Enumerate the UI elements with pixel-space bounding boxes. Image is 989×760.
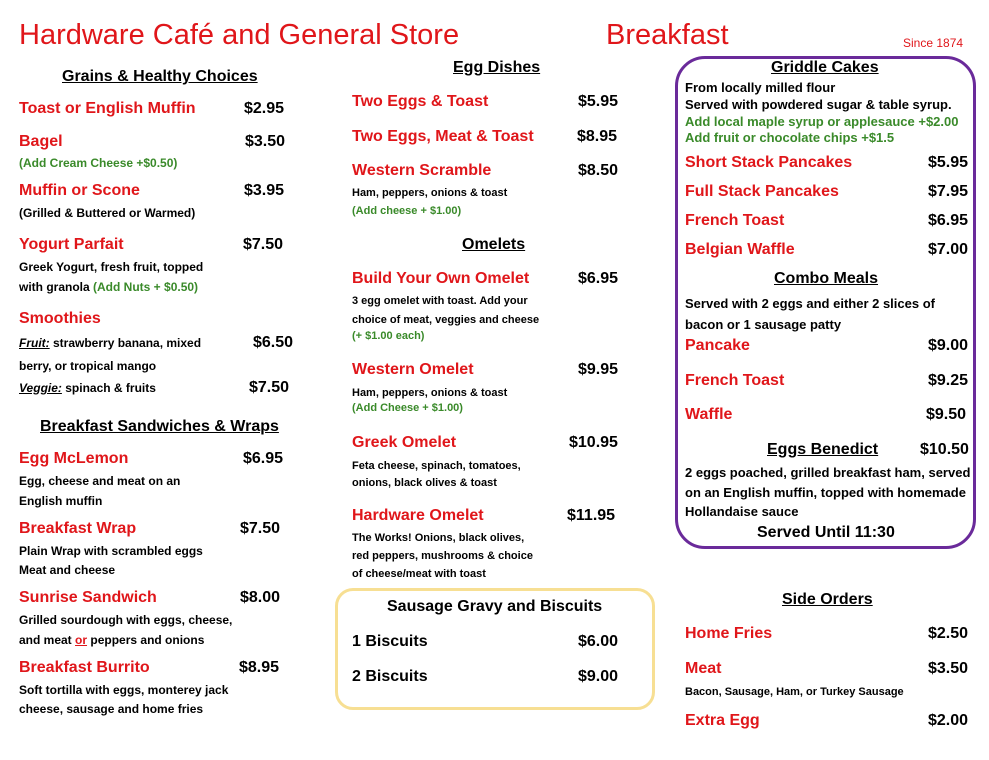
yogurt-desc-2	[19, 278, 198, 297]
veggie-desc-text: spinach & fruits	[65, 381, 156, 395]
byo-note: (+ $1.00 each)	[352, 330, 425, 342]
bagel-note: (Add Cream Cheese +$0.50)	[19, 156, 178, 170]
wrap-item: Breakfast Wrap	[19, 520, 137, 537]
combo-desc-1: Served with 2 eggs and either 2 slices of	[685, 296, 935, 311]
fruit-desc-text: strawberry banana, mixed	[53, 336, 202, 350]
muffin-item: Muffin or Scone	[19, 182, 140, 199]
benedict-heading: Eggs Benedict	[767, 441, 879, 458]
sides-heading: Side Orders	[782, 591, 873, 608]
grains-heading: Grains & Healthy Choices	[62, 68, 258, 85]
western-item: Western Omelet	[352, 361, 474, 378]
yogurt-desc-text: with granola	[19, 280, 90, 294]
short-stack-price: $5.95	[928, 154, 969, 171]
omelets-heading: Omelets	[462, 236, 526, 253]
sunrise-desc-a: and meat	[19, 633, 72, 647]
mclemon-desc-1: Egg, cheese and meat on an	[19, 474, 181, 488]
greek-price: $10.95	[569, 434, 618, 451]
home-fries-price: $2.50	[928, 625, 969, 642]
scramble-desc: Ham, peppers, onions & toast	[352, 187, 508, 199]
smoothies-item: Smoothies	[19, 310, 101, 327]
yogurt-desc-1: Greek Yogurt, fresh fruit, topped	[19, 260, 204, 274]
mclemon-item: Egg McLemon	[19, 450, 129, 467]
short-stack-item: Short Stack Pancakes	[685, 154, 853, 171]
combo-heading: Combo Meals	[774, 270, 879, 287]
fruit-price: $6.50	[253, 334, 294, 351]
western-note: (Add Cheese + $1.00)	[352, 402, 463, 414]
two-eggs-price: $5.95	[578, 93, 619, 110]
griddle-desc-2: Served with powdered sugar & table syrup.	[685, 97, 952, 112]
burrito-desc-1: Soft tortilla with eggs, monterey jack	[19, 683, 229, 697]
eggs-heading: Egg Dishes	[453, 59, 541, 76]
yogurt-price: $7.50	[243, 236, 284, 253]
wrap-price: $7.50	[240, 520, 281, 537]
french-toast-price: $6.95	[928, 212, 969, 229]
griddle-desc-1: From locally milled flour	[685, 80, 836, 95]
meat-price: $3.50	[928, 660, 969, 677]
bagel-price: $3.50	[245, 133, 286, 150]
combo-waffle-price: $9.50	[926, 406, 967, 423]
hardware-omelet-item: Hardware Omelet	[352, 507, 484, 524]
fruit-label: Fruit:	[19, 336, 50, 350]
greek-desc-1: Feta cheese, spinach, tomatoes,	[352, 460, 521, 472]
sunrise-item: Sunrise Sandwich	[19, 589, 157, 606]
benedict-desc-2: on an English muffin, topped with homemade	[685, 485, 966, 500]
hardware-omelet-price: $11.95	[567, 507, 616, 524]
hardware-desc-1: The Works! Onions, black olives,	[352, 532, 525, 544]
french-toast-item: French Toast	[685, 212, 785, 229]
wrap-desc-2: Meat and cheese	[19, 563, 116, 577]
scramble-item: Western Scramble	[352, 162, 492, 179]
combo-pancake-item: Pancake	[685, 337, 750, 354]
sunrise-desc-or: or	[75, 633, 88, 647]
benedict-price: $10.50	[920, 441, 969, 458]
veggie-price: $7.50	[249, 379, 290, 396]
belgian-waffle-price: $7.00	[928, 241, 969, 258]
served-until: Served Until 11:30	[757, 524, 895, 541]
two-eggs-meat-price: $8.95	[577, 128, 618, 145]
griddle-note-1: Add local maple syrup or applesauce +$2.00	[685, 114, 959, 129]
burrito-price: $8.95	[239, 659, 280, 676]
benedict-desc-3: Hollandaise sauce	[685, 504, 799, 519]
yogurt-note: (Add Nuts + $0.50)	[93, 280, 199, 294]
home-fries-item: Home Fries	[685, 625, 773, 642]
gravy-one-price: $6.00	[578, 633, 619, 650]
combo-waffle-item: Waffle	[685, 406, 733, 423]
scramble-note: (Add cheese + $1.00)	[352, 205, 462, 217]
greek-item: Greek Omelet	[352, 434, 457, 451]
mclemon-desc-2: English muffin	[19, 494, 103, 508]
extra-egg-item: Extra Egg	[685, 712, 760, 729]
hardware-desc-2: red peppers, mushrooms & choice	[352, 550, 533, 562]
sunrise-desc-2	[19, 631, 204, 650]
meat-item: Meat	[685, 660, 722, 677]
byo-desc-1: 3 egg omelet with toast. Add your	[352, 295, 528, 307]
meat-desc: Bacon, Sausage, Ham, or Turkey Sausage	[685, 686, 904, 698]
sunrise-price: $8.00	[240, 589, 281, 606]
western-desc: Ham, peppers, onions & toast	[352, 387, 508, 399]
full-stack-item: Full Stack Pancakes	[685, 183, 839, 200]
veggie-desc	[19, 379, 156, 398]
wrap-desc-1: Plain Wrap with scrambled eggs	[19, 544, 203, 558]
yogurt-item: Yogurt Parfait	[19, 236, 124, 253]
extra-egg-price: $2.00	[928, 712, 969, 729]
combo-french-price: $9.25	[928, 372, 969, 389]
two-eggs-meat-item: Two Eggs, Meat & Toast	[352, 128, 534, 145]
sandwiches-heading: Breakfast Sandwiches & Wraps	[40, 418, 279, 435]
griddle-note-2: Add fruit or chocolate chips +$1.5	[685, 130, 895, 145]
sunrise-desc-1: Grilled sourdough with eggs, cheese,	[19, 613, 233, 627]
store-name: Hardware Café and General Store	[19, 19, 460, 51]
gravy-one-item: 1 Biscuits	[352, 633, 428, 650]
byo-item: Build Your Own Omelet	[352, 270, 530, 287]
byo-price: $6.95	[578, 270, 619, 287]
two-eggs-item: Two Eggs & Toast	[352, 93, 489, 110]
benedict-desc-1: 2 eggs poached, grilled breakfast ham, served	[685, 465, 971, 480]
hardware-desc-3: of cheese/meat with toast	[352, 568, 486, 580]
burrito-item: Breakfast Burrito	[19, 659, 150, 676]
western-price: $9.95	[578, 361, 619, 378]
fruit-desc-1	[19, 334, 201, 353]
greek-desc-2: onions, black olives & toast	[352, 477, 497, 489]
combo-desc-2: bacon or 1 sausage patty	[685, 317, 842, 332]
combo-pancake-price: $9.00	[928, 337, 969, 354]
burrito-desc-2: cheese, sausage and home fries	[19, 702, 204, 716]
griddle-heading: Griddle Cakes	[771, 59, 879, 76]
gravy-two-price: $9.00	[578, 668, 619, 685]
since-label: Since 1874	[903, 36, 964, 50]
fruit-desc-2: berry, or tropical mango	[19, 359, 157, 373]
scramble-price: $8.50	[578, 162, 619, 179]
gravy-heading: Sausage Gravy and Biscuits	[387, 598, 603, 615]
full-stack-price: $7.95	[928, 183, 969, 200]
muffin-desc: (Grilled & Buttered or Warmed)	[19, 206, 196, 220]
muffin-price: $3.95	[244, 182, 285, 199]
byo-desc-2: choice of meat, veggies and cheese	[352, 314, 540, 326]
gravy-two-item: 2 Biscuits	[352, 668, 428, 685]
bagel-item: Bagel	[19, 133, 63, 150]
veggie-label: Veggie:	[19, 381, 62, 395]
sunrise-desc-c: peppers and onions	[90, 633, 205, 647]
belgian-waffle-item: Belgian Waffle	[685, 241, 795, 258]
toast-price: $2.95	[244, 100, 285, 117]
combo-french-item: French Toast	[685, 372, 785, 389]
mclemon-price: $6.95	[243, 450, 284, 467]
toast-item: Toast or English Muffin	[19, 100, 196, 117]
meal-title: Breakfast	[606, 19, 729, 51]
